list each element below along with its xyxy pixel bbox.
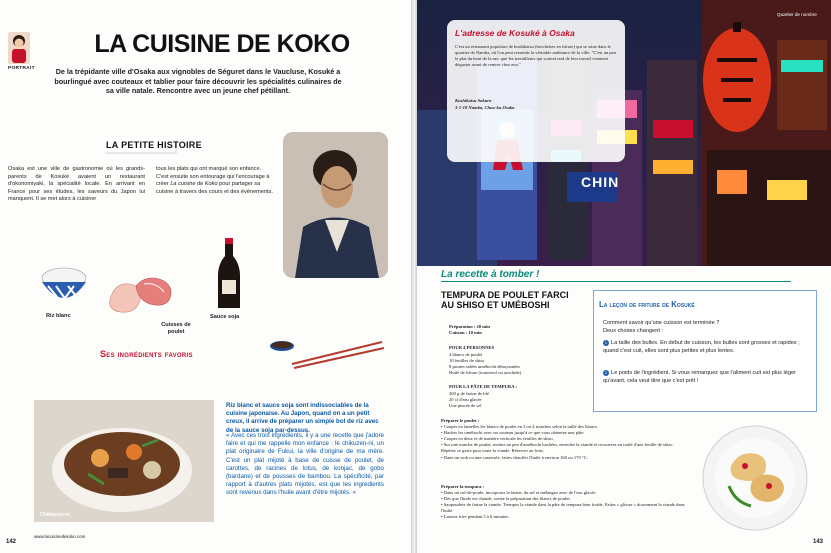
step-item: • Dans un cul-de-poule, incorporez la farine, du sel et mélangez avec de l'eau glacée.: [441, 490, 597, 496]
ingredient-item: 8 prunes salées umébochi dénoyautées: [449, 364, 520, 370]
lesson-intro-1: Comment savoir qu'une cuisson est terminée ?: [603, 320, 720, 326]
portrait-illustration-icon: [8, 32, 30, 64]
chicken-caption: Cuisses de poulet: [161, 322, 191, 335]
dough-heading: POUR LA PÂTE DE TEMPURA :: [449, 384, 517, 389]
recipe-title: TEMPURA DE POULET FARCI AU SHISO ET UMÉBOSHI: [441, 290, 569, 310]
lesson-point-1-text: La taille des bulles. En début de cuisson, les bulles sont grosses et rapides ; quand c'est cuit, elles sont plus petites et plus lentes.: [603, 340, 800, 354]
chicken-steps: [441, 418, 685, 461]
lesson-point-2-text: Le poids de l'ingrédient. Si vous remarquez que l'aliment cuit est plus léger qu'avant, cela veut dire que c'est prêt !: [603, 370, 796, 384]
page-title: LA CUISINE DE KOKO: [94, 30, 350, 58]
recipe-banner: La recette à tomber !: [441, 269, 540, 280]
ingredient-item: Huile de friture (tournesol ou arachide): [449, 370, 522, 376]
lesson-point-2: [603, 370, 807, 385]
right-page: [417, 0, 831, 553]
history-column-2-end: pour partager sa cuisine à travers des cours et des événements.: [156, 181, 273, 195]
quote-lead: Riz blanc et sauce soja sont indissociables de la cuisine japonaise. Au Japon, quand on a un petit creux, il arrive de préparer un simple bol de riz avec de la sauce soja par-dessus.: [226, 402, 379, 434]
step-item: • Sur une tranche de poulet, mettez un peu d'umébochi hachées, enroulez la viande et recouvrez en roulé d'une feuille de shiso. Répétez ce geste pour toute la viande. Réserver au frais.: [441, 442, 674, 454]
lesson-intro-2: Deux choses changent :: [603, 328, 664, 334]
left-page: [0, 0, 411, 553]
chicken-steps-heading: Préparer le poulet :: [441, 418, 480, 423]
address-box: [447, 20, 625, 162]
step-item: • Saupoudrez de farine la viande. Trempez la viande dans la pâte de tempura bien froide. Faites « glisser » doucement la viande dans l'huile.: [441, 502, 685, 514]
address-name: Kushikatsu Sakura: [455, 98, 492, 103]
tempura-steps-heading: Préparer la tempura :: [441, 484, 485, 489]
ingredient-item: 4 blancs de poulet: [449, 352, 483, 357]
soy-sauce-bottle-icon: [214, 236, 244, 310]
page-number-left: 142: [6, 539, 17, 545]
dough-item: 200 g de farine de blé: [449, 391, 489, 396]
page-number-right: 143: [813, 539, 824, 545]
dough-item: 20 cl d'eau glacée: [449, 397, 482, 403]
photo-caption: Chikuzen-ni.: [40, 512, 71, 518]
dough-item: Une pincée de sel: [449, 403, 482, 409]
chikuzen-ni-photo: [34, 400, 214, 522]
chicken-thighs-icon: [106, 270, 176, 318]
rice-bowl-icon: [38, 264, 90, 310]
number-2-icon: 2: [604, 370, 608, 375]
chef-photo: [283, 132, 388, 278]
tempura-steps: [441, 484, 685, 521]
tempura-plate-photo: [699, 422, 811, 534]
lesson-heading: La leçon de friture de Kosuké: [599, 300, 695, 309]
history-column-1: Osaka est une ville de gastronomie où les grands-parents de Kosuké avaient un restaurant d'okonomiyaki, la spécialité locale. En arrivant en France pour ses études, les saveurs du Japon lui manquent. Il se met alors à cuisiner: [8, 166, 145, 203]
website: www.lacuisinedekoko.com: [34, 534, 86, 539]
header-label: Quartier de nombre: [777, 12, 817, 17]
address-text: C'est un restaurant populaire de kushikatsu (brochettes en friture) qui se situe dans le quartier de Namba, où l'on peut ressentir la véritable ambiance de la ville. "C'est un peu le plat du bout de la rue, que les travailleurs qui sortent tard de leur travail viennent déguster avant de rentrer chez eux.": [455, 44, 617, 68]
step-item: • Hacher les umébochi avec un couteau jusqu'à ce que vous obteniez une pâte.: [441, 430, 585, 436]
chin-sign: CHIN: [581, 174, 620, 190]
cook-time: Cuisson : 10 min: [449, 330, 482, 335]
quote-body: « Avec ces trois ingrédients, il y a une recette que j'adore faire et qui me rappelle mon enfance : le chikuzen-ni, un plat originaire de Fukui, la ville d'origine de ma mère. C'est un plat mijoté à base de cuisse de poulet, de carottes, de racines de lotus, de konjac, de gobo (bardane) et de pousses de bambou. La spécificité, par rapport à d'autres plats mijotés, est que les ingrédients sont revenus dans l'huile avant d'être mijotés. »: [226, 432, 384, 497]
section-label: PORTRAIT: [8, 66, 35, 71]
history-column-2-text: tous les plats qui ont marqué son enfance. C'est ensuite son entourage qui l'encourage à créer: [156, 166, 270, 188]
history-heading: LA PETITE HISTOIRE: [106, 140, 202, 150]
favorites-heading: Ses ingrédients favoris: [100, 349, 193, 359]
step-item: • Dès que l'huile est chaude, sortez la préparation des blancs de poulet.: [441, 496, 571, 502]
history-column-2: [156, 166, 274, 196]
banner-rule: [441, 281, 791, 282]
number-1-icon: 1: [604, 340, 608, 345]
soy-caption: Sauce soja: [210, 314, 240, 320]
intro-text: De la trépidante ville d'Osaka aux vignobles de Séguret dans le Vaucluse, Kosuké a bourlingué avec couteaux et tablier pour faire découvrir les spécialités culinaires de sa ville natale. Rencontre avec un jeune chef pétillant.: [54, 67, 342, 95]
step-item: • Dans un wok ou une casserole, faites chauffer l'huile à environ 160 ou 170 °C.: [441, 454, 588, 460]
address-location: 3-1-18 Namba, Chuo-ku Osaka: [455, 105, 515, 110]
address-heading: L'adresse de Kosuké à Osaka: [455, 28, 575, 38]
step-item: • Couper en lamelles les blancs de poulet en 3 ou 4 tranches selon la taille des blancs.: [441, 424, 598, 430]
ingredient-item: 10 feuilles de shiso: [449, 358, 485, 364]
step-item: • Laissez frire pendant 5 à 6 minutes.: [441, 514, 510, 520]
step-item: • Couper en deux et de manière verticale les feuilles de shiso.: [441, 436, 554, 442]
chopsticks-bowl-icon: [266, 336, 386, 372]
lesson-point-1: [603, 340, 807, 355]
ingredients-list: [449, 352, 609, 376]
rice-caption: Riz blanc: [46, 313, 71, 319]
prep-time: Préparation : 20 min: [449, 324, 490, 329]
dough-list: [449, 391, 609, 409]
persons-heading: POUR 4 PERSONNES: [449, 345, 495, 350]
history-column-2-emphasis: La cuisine de Koko: [170, 181, 218, 188]
